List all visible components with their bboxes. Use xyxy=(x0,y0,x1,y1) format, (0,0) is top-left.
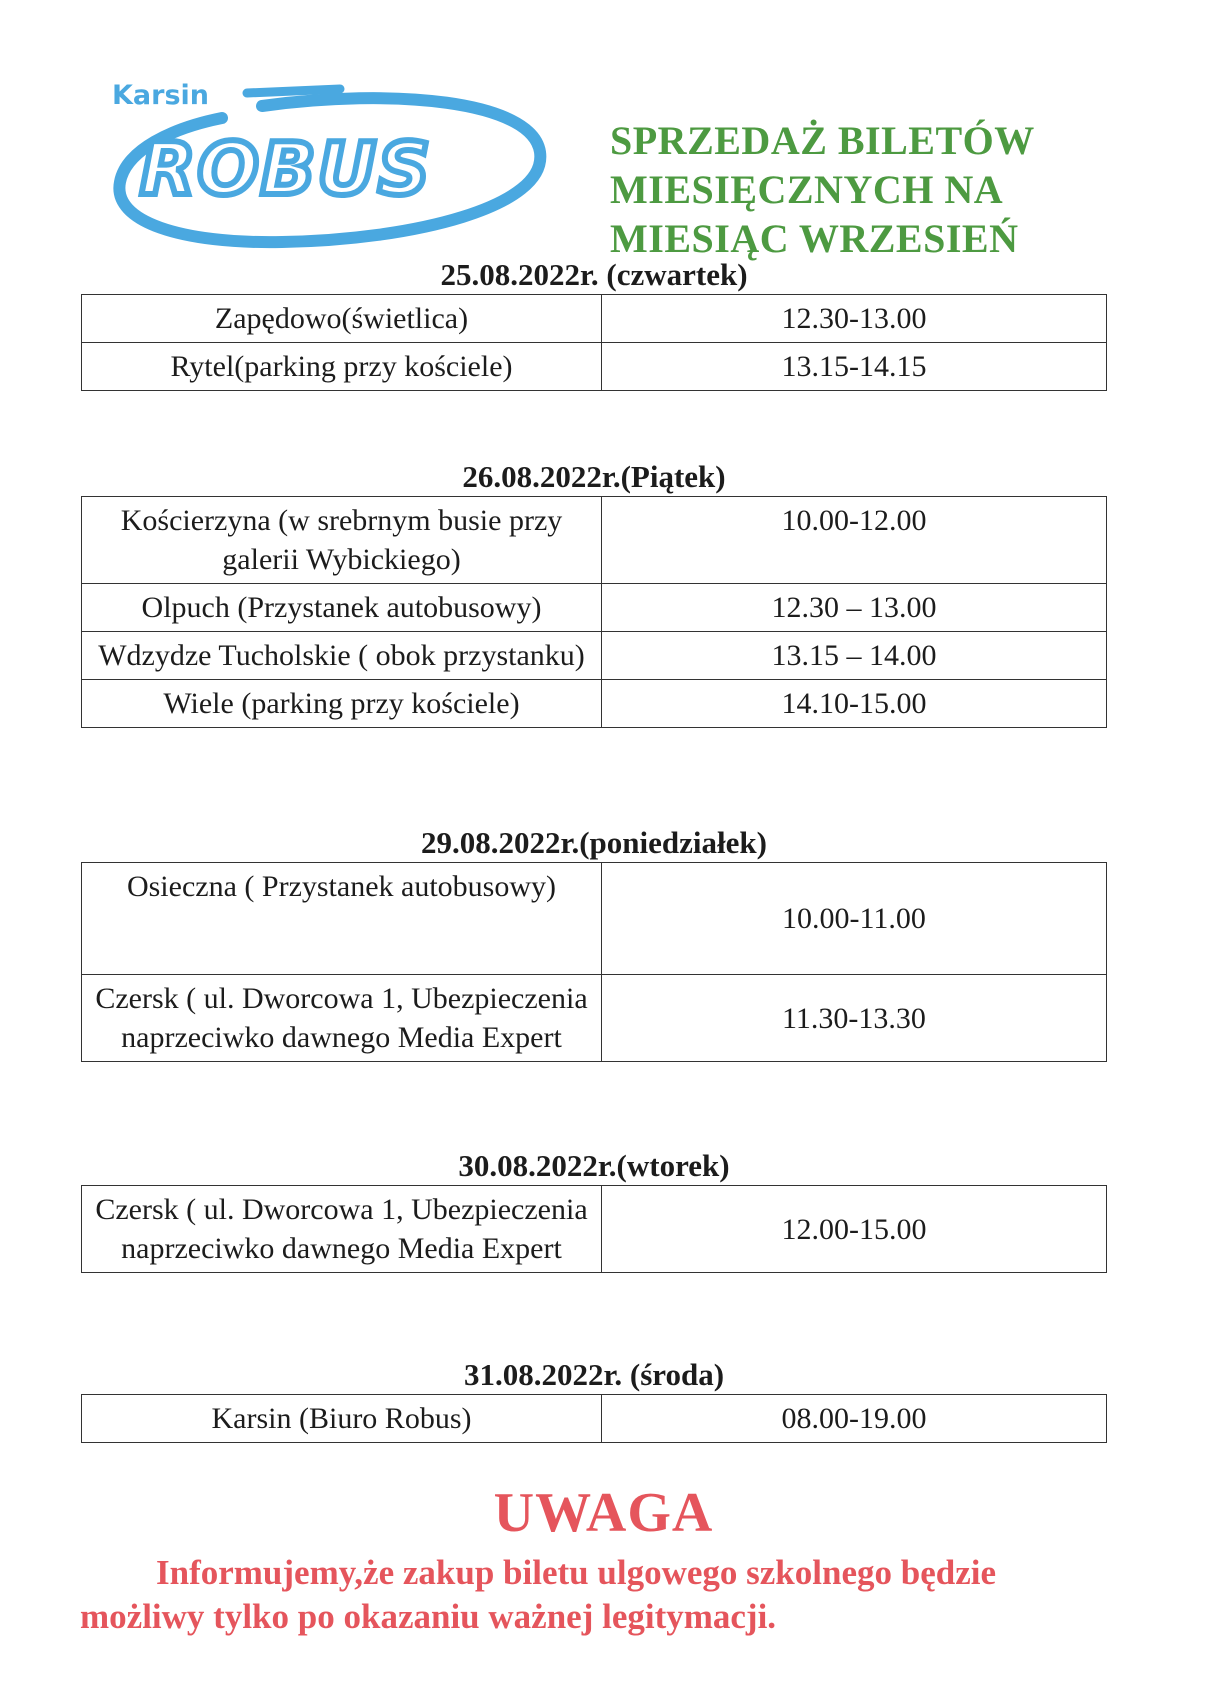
schedule-table xyxy=(81,496,1107,728)
place-cell: Czersk ( ul. Dworcowa 1, Ubezpieczenia naprzeciwko dawnego Media Expert xyxy=(82,975,602,1062)
place-cell: Czersk ( ul. Dworcowa 1, Ubezpieczenia naprzeciwko dawnego Media Expert xyxy=(82,1186,602,1273)
heading-line-1: SPRZEDAŻ BILETÓW xyxy=(610,118,1035,163)
robus-logo-graphic xyxy=(112,82,552,262)
time-cell: 12.30 – 13.00 xyxy=(602,584,1107,632)
time-cell: 13.15-14.15 xyxy=(602,343,1107,391)
table-row xyxy=(82,343,1107,391)
notice-line-2: możliwy tylko po okazaniu ważnej legitymacji. xyxy=(80,1597,777,1636)
day-section-5 xyxy=(81,1356,1107,1443)
schedule-table xyxy=(81,1185,1107,1273)
day-title: 30.08.2022r.(wtorek) xyxy=(458,1148,730,1183)
place-cell: Karsin (Biuro Robus) xyxy=(82,1395,602,1443)
place-cell: Wiele (parking przy kościele) xyxy=(82,680,602,728)
place-cell: Wdzydze Tucholskie ( obok przystanku) xyxy=(82,632,602,680)
day-title: 31.08.2022r. (środa) xyxy=(463,1357,725,1392)
page-heading xyxy=(610,116,1130,263)
schedule-table xyxy=(81,294,1107,391)
notice-text xyxy=(80,1551,1140,1639)
place-cell: Rytel(parking przy kościele) xyxy=(82,343,602,391)
table-row xyxy=(82,584,1107,632)
time-cell: 11.30-13.30 xyxy=(602,975,1107,1062)
table-row xyxy=(82,1186,1107,1273)
place-cell: Kościerzyna (w srebrnym busie przy galerii Wybickiego) xyxy=(82,497,602,584)
day-title: 25.08.2022r. (czwartek) xyxy=(440,257,748,292)
time-cell: 12.30-13.00 xyxy=(602,295,1107,343)
day-section-1 xyxy=(81,256,1107,391)
schedule-table xyxy=(81,862,1107,1062)
heading-line-2: MIESIĘCZNYCH NA xyxy=(610,167,1004,212)
table-row xyxy=(82,975,1107,1062)
time-cell: 12.00-15.00 xyxy=(602,1186,1107,1273)
logo-town: Karsin xyxy=(112,82,210,111)
notice-title: UWAGA xyxy=(493,1482,714,1544)
place-cell: Zapędowo(świetlica) xyxy=(82,295,602,343)
time-cell: 08.00-19.00 xyxy=(602,1395,1107,1443)
time-cell: 13.15 – 14.00 xyxy=(602,632,1107,680)
day-section-3 xyxy=(81,824,1107,1062)
table-row xyxy=(82,863,1107,975)
day-title: 26.08.2022r.(Piątek) xyxy=(462,459,726,494)
table-row xyxy=(82,497,1107,584)
table-row xyxy=(82,1395,1107,1443)
heading-line-3: MIESIĄC WRZESIEŃ xyxy=(610,216,1019,261)
logo-brand: ROBUS xyxy=(140,127,432,211)
table-row xyxy=(82,295,1107,343)
day-section-4 xyxy=(81,1147,1107,1273)
notice-line-1: Informujemy,że zakup biletu ulgowego szkolnego będzie xyxy=(156,1553,996,1592)
time-cell: 10.00-12.00 xyxy=(602,497,1107,584)
time-cell: 10.00-11.00 xyxy=(602,863,1107,975)
day-title: 29.08.2022r.(poniedziałek) xyxy=(421,825,767,860)
day-section-2 xyxy=(81,458,1107,728)
place-cell: Olpuch (Przystanek autobusowy) xyxy=(82,584,602,632)
robus-logo xyxy=(112,82,552,262)
schedule-table xyxy=(81,1394,1107,1443)
table-row xyxy=(82,680,1107,728)
table-row xyxy=(82,632,1107,680)
place-cell: Osieczna ( Przystanek autobusowy) xyxy=(82,863,602,975)
time-cell: 14.10-15.00 xyxy=(602,680,1107,728)
